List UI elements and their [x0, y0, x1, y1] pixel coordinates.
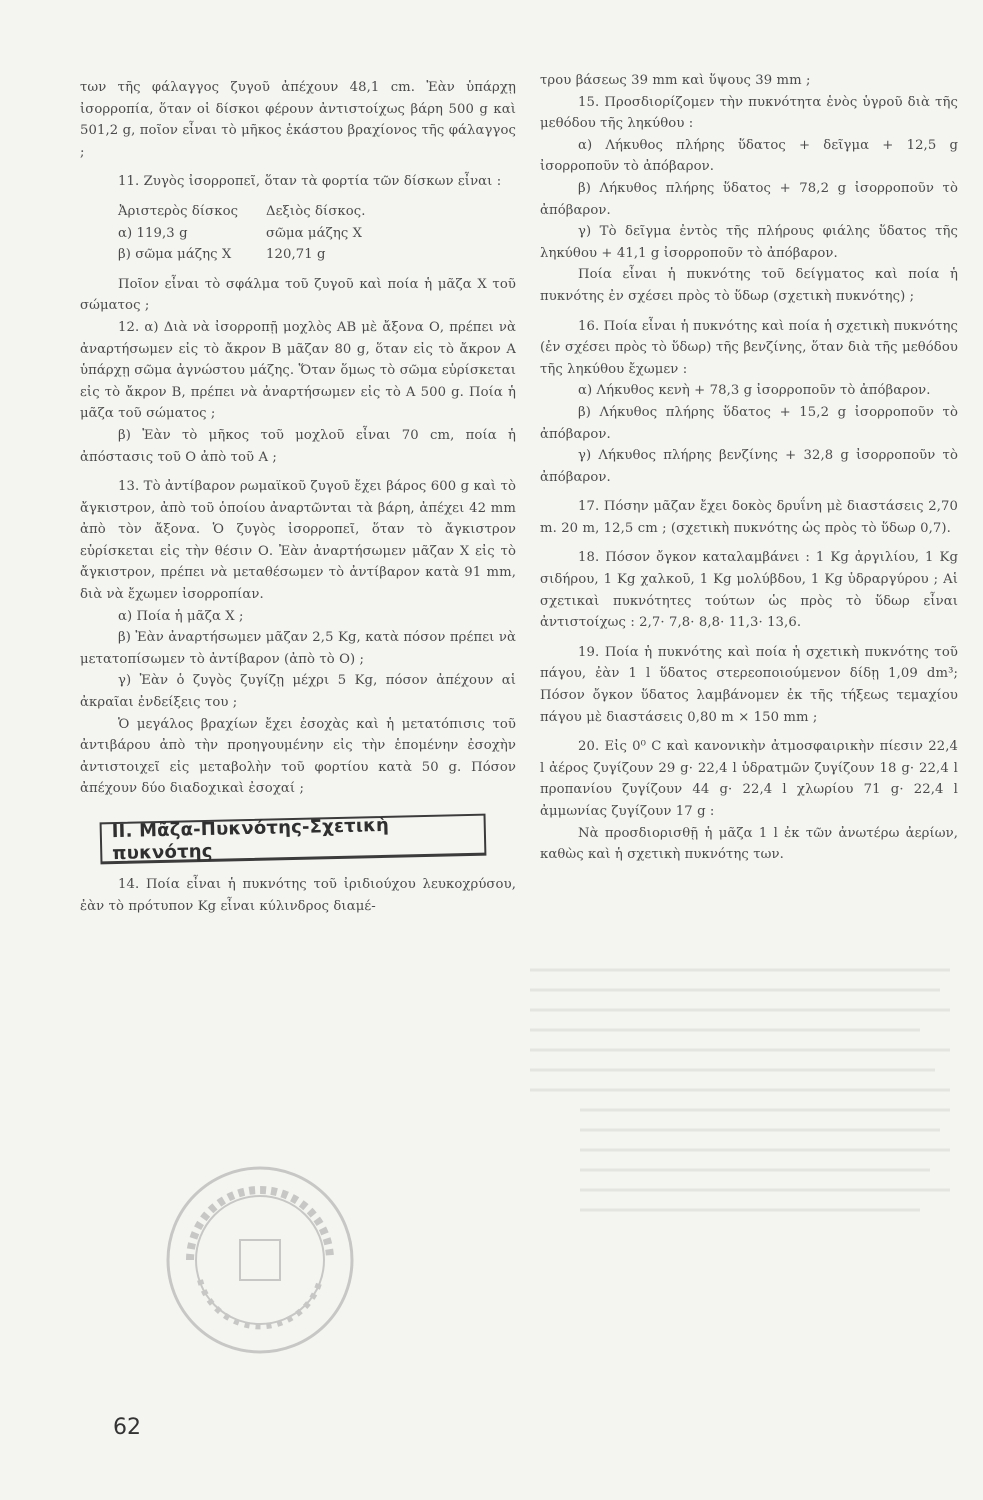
exercise-19: 19. Ποία ἡ πυκνότης καὶ ποία ἡ σχετικὴ πυκνότης τοῦ πάγου, ἐὰν 1 l ὕδατος στερεοποιούμενον δίδῃ 1,09 dm³; Πόσον ὄγκον ὕδατος λαμβάνομεν ἐκ τῆς τήξεως τεμαχίου πάγου μὲ διαστάσεις 0,80 m × 150 mm ;	[540, 644, 958, 725]
exercise-10-continuation: των τῆς φάλαγγος ζυγοῦ ἀπέχουν 48,1 cm. Ἐὰν ὑπάρχῃ ἰσορροπία, ὅταν οἱ δίσκοι φέρουν ἀντιστοίχως βάρη 500 g καὶ 501,2 g, ποῖον εἶναι τὸ μῆκος ἑκάστου βραχίονος τῆς φάλαγγος ;	[80, 80, 516, 160]
exercise-15b: β) Λήκυθος πλήρης ὕδατος + 78,2 g ἰσορροποῦν τὸ ἀπόβαρον.	[540, 180, 958, 218]
exercise-15c: γ) Τὸ δεῖγμα ἐντὸς τῆς πλήρους φιάλης ὕδατος τῆς ληκύθου + 41,1 g ἰσορροποῦν τὸ ἀπόβαρον.	[540, 224, 958, 261]
table-row	[80, 223, 516, 245]
bleed-through-text	[520, 960, 960, 1220]
exercise-12b: β) Ἐὰν τὸ μῆκος τοῦ μοχλοῦ εἶναι 70 cm, ποία ἡ ἀπόστασις τοῦ Ο ἀπὸ τοῦ Α ;	[80, 427, 516, 465]
table-header-right: Δεξιὸς δίσκος.	[266, 203, 366, 219]
exercise-13: 13. Τὸ ἀντίβαρον ρωμαϊκοῦ ζυγοῦ ἔχει βάρος 600 g καὶ τὸ ἄγκιστρον, ἀπὸ τοῦ ὁποίου ἀναρτῶνται τὰ βάρη, ἀπέχει 42 mm ἀπὸ τὸν ἄξονα. Ὁ ζυγὸς ἰσορροπεῖ, ὅταν τὸ ἄγκιστρον εὑρίσκεται εἰς τὴν θέσιν Ο. Ἐὰν ἀναρτήσωμεν μᾶζαν Χ εἰς τὸ ἄγκιστρον, πρέπει νὰ μεταθέσωμεν τὸ ἀντίβαρον κατὰ 91 mm, διὰ νὰ ἔχωμεν ἰσορροπίαν.	[80, 479, 516, 603]
exercise-13a: α) Ποία ἡ μᾶζα Χ ;	[118, 608, 244, 624]
exercise-13d: Ὁ μεγάλος βραχίων ἔχει ἐσοχὰς καὶ ἡ μετατόπισις τοῦ ἀντιβάρου ἀπὸ τὴν προηγουμένην εἰς τὴν ἑπομένην ἐσοχὴν ἀντιστοιχεῖ εἰς μεταβολὴν τοῦ φορτίου κατὰ 50 g. Πόσον ἀπέχουν δύο διαδοχικαὶ ἐσοχαί ;	[80, 716, 516, 797]
exercise-16c: γ) Λήκυθος πλήρης βενζίνης + 32,8 g ἰσορροποῦν τὸ ἀπόβαρον.	[540, 448, 958, 485]
exercise-20-question: Νὰ προσδιορισθῇ ἡ μᾶζα 1 l ἐκ τῶν ἀνωτέρω ἀερίων, καθὼς καὶ ἡ σχετικὴ πυκνότης των.	[540, 825, 958, 863]
page-number: 62	[113, 1415, 141, 1440]
exercise-20: 20. Εἰς 0⁰ C καὶ κανονικὴν ἀτμοσφαιρικὴν πίεσιν 22,4 l ἀέρος ζυγίζουν 29 g· 22,4 l ὑδρατμῶν ζυγίζουν 18 g· 22,4 l προπανίου ζυγίζουν 44 g· 22,4 l χλωρίου 71 g· 22,4 l ἀμμωνίας ζυγίζουν 17 g :	[540, 739, 958, 819]
table-header-left: Ἀριστερὸς δίσκος	[118, 203, 239, 219]
exercise-11: 11. Ζυγὸς ἰσορροπεῖ, ὅταν τὰ φορτία τῶν δίσκων εἶναι :	[118, 174, 502, 190]
exercise-14: 14. Ποία εἶναι ἡ πυκνότης τοῦ ἰριδιούχου λευκοχρύσου, ἐὰν τὸ πρότυπον Kg εἶναι κύλινδρος διαμέ-	[80, 877, 516, 914]
exercise-11-question: Ποῖον εἶναι τὸ σφάλμα τοῦ ζυγοῦ καὶ ποία ἡ μᾶζα Χ τοῦ σώματος ;	[80, 276, 516, 314]
table-cell: β) σῶμα μάζης Χ	[118, 247, 232, 263]
section-heading-box	[100, 814, 487, 865]
library-stamp	[160, 1160, 360, 1360]
exercise-14-continuation: τρου βάσεως 39 mm καὶ ὕψους 39 mm ;	[540, 73, 811, 88]
exercise-13b: β) Ἐὰν ἀναρτήσωμεν μᾶζαν 2,5 Kg, κατὰ πόσον πρέπει νὰ μετατοπίσωμεν τὸ ἀντίβαρον (ἀπὸ τὸ Ο) ;	[80, 630, 516, 667]
exercise-15: 15. Προσδιορίζομεν τὴν πυκνότητα ἑνὸς ὑγροῦ διὰ τῆς μεθόδου τῆς ληκύθου :	[540, 94, 958, 132]
exercise-16b: β) Λήκυθος πλήρης ὕδατος + 15,2 g ἰσορροποῦν τὸ ἀπόβαρον.	[540, 404, 958, 442]
exercise-17: 17. Πόσην μᾶζαν ἔχει δοκὸς δρυΐνη μὲ διαστάσεις 2,70 m. 20 m, 12,5 cm ; (σχετικὴ πυκνότης ὡς πρὸς τὸ ὕδωρ 0,7).	[540, 499, 958, 536]
table-row	[80, 244, 516, 266]
left-column	[80, 77, 516, 917]
table-cell: σῶμα μάζης Χ	[266, 225, 363, 241]
exercise-18: 18. Πόσον ὄγκον καταλαμβάνει : 1 Kg ἀργιλίου, 1 Kg σιδήρου, 1 Kg χαλκοῦ, 1 Kg μολύβδου, 1 Kg ὑδραργύρου ; Αἱ σχετικαὶ πυκνότητες τούτων ὡς πρὸς τὸ ὕδωρ εἶναι ἀντιστοίχως : 2,7· 7,8· 8,8· 11,3· 13,6.	[540, 550, 958, 631]
exercise-15a: α) Λήκυθος πλήρης ὕδατος + δεῖγμα + 12,5 g ἰσορροποῦν τὸ ἀπόβαρον.	[540, 137, 958, 175]
table-header	[80, 201, 516, 223]
exercise-13c: γ) Ἐὰν ὁ ζυγὸς ζυγίζῃ μέχρι 5 Kg, πόσον ἀπέχουν αἱ ἀκραῖαι ἐνδείξεις του ;	[80, 673, 516, 711]
section-heading: ΙΙ. Μᾶζα-Πυκνότης-Σχετικὴ πυκνότης	[111, 814, 390, 864]
right-column	[540, 70, 958, 866]
exercise-12a: 12. α) Διὰ νὰ ἰσορροπῇ μοχλὸς ΑΒ μὲ ἄξονα Ο, πρέπει νὰ ἀναρτήσωμεν εἰς τὸ ἄκρον Β μᾶζαν 80 g, ὅταν εἰς τὸ ἄκρον Α ὑπάρχῃ σῶμα ἀγνώστου μάζης. Ὅταν ὅμως τὸ σῶμα εὑρίσκεται εἰς τὸ ἄκρον Β, πρέπει νὰ ἀναρτήσωμεν εἰς τὸ Α 500 g. Ποία ἡ μᾶζα τοῦ σώματος ;	[80, 319, 516, 422]
exercise-16a: α) Λήκυθος κενὴ + 78,3 g ἰσορροποῦν τὸ ἀπόβαρον.	[578, 383, 931, 399]
table-cell: α) 119,3 g	[118, 225, 188, 241]
exercise-16: 16. Ποία εἶναι ἡ πυκνότης καὶ ποία ἡ σχετικὴ πυκνότης (ἐν σχέσει πρὸς τὸ ὕδωρ) τῆς βενζίνης, ὅταν διὰ τῆς μεθόδου τῆς ληκύθου ἔχωμεν :	[540, 318, 958, 377]
table-cell: 120,71 g	[266, 247, 326, 263]
exercise-15-question: Ποία εἶναι ἡ πυκνότης τοῦ δείγματος καὶ ποία ἡ πυκνότης ἐν σχέσει πρὸς τὸ ὕδωρ (σχετικὴ πυκνότης) ;	[540, 267, 958, 304]
